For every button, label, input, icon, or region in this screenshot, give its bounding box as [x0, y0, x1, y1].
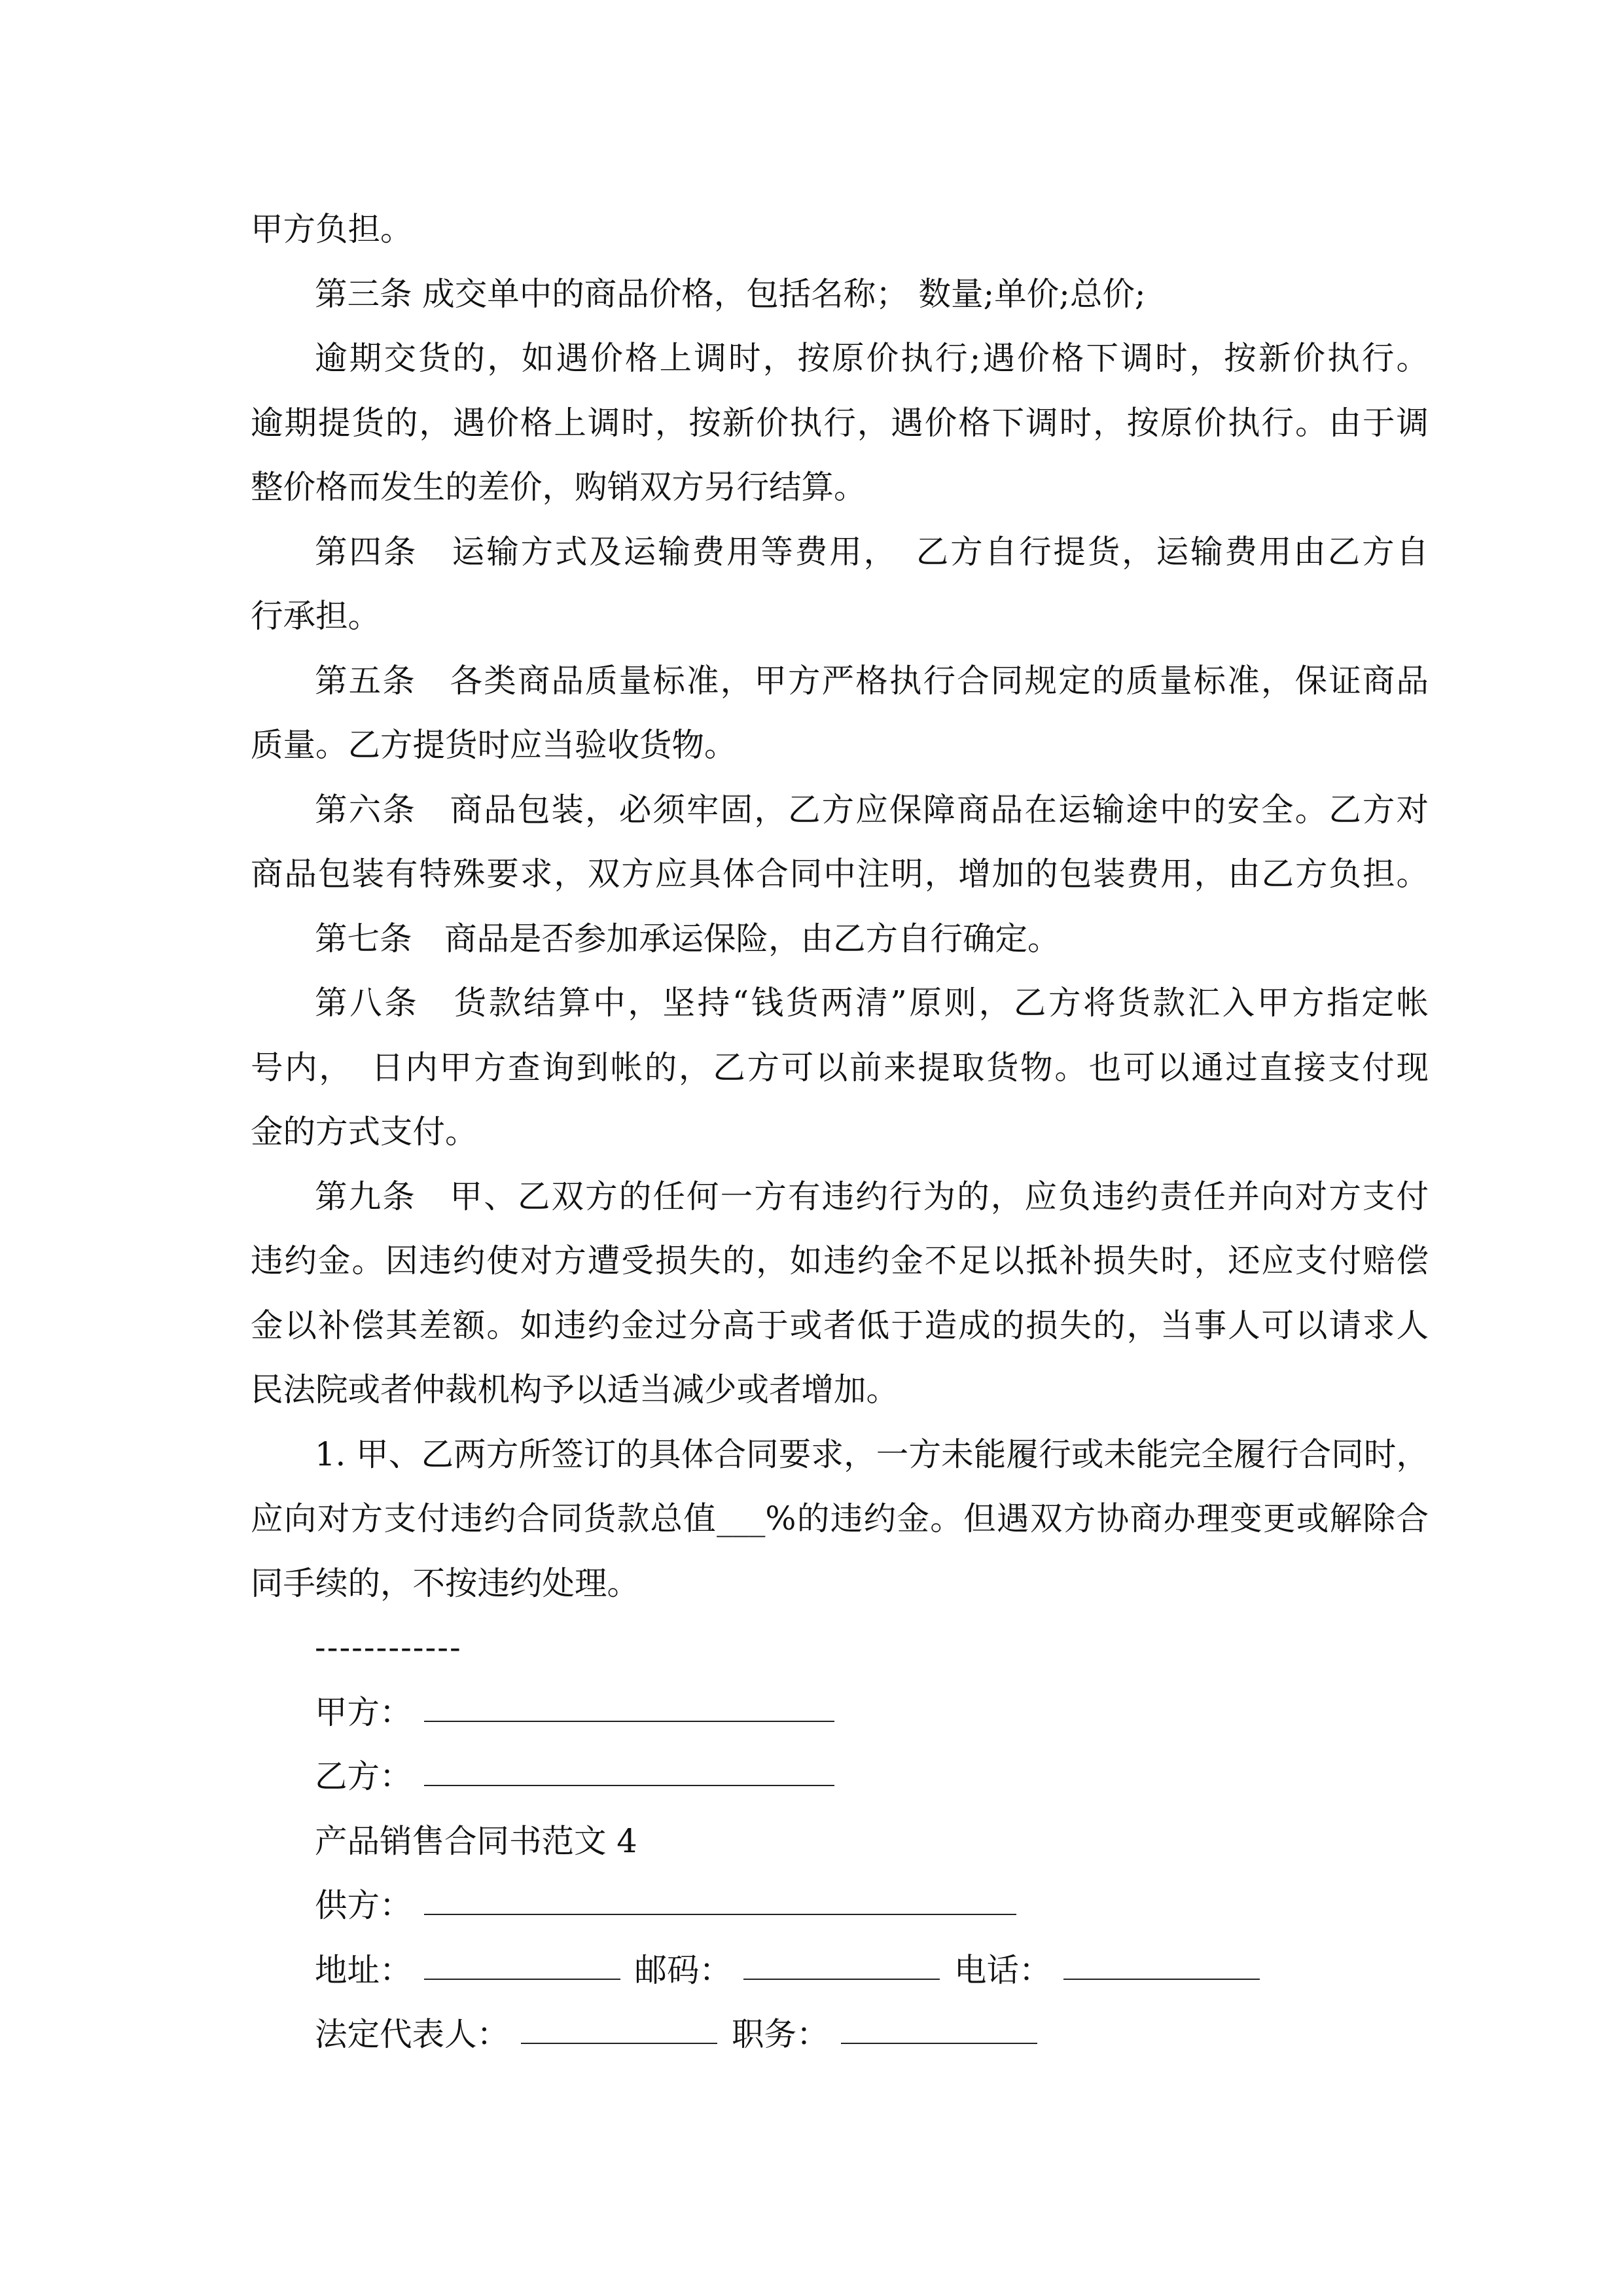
text-line: 整价格而发生的差价，购销双方另行结算。	[251, 468, 866, 506]
text-line: 金以补偿其差额。如违约金过分高于或者低于造成的损失的，当事人可以请求人	[251, 1306, 1429, 1344]
text-line: 质量。乙方提货时应当验收货物。	[251, 726, 737, 764]
text-line: 甲方负担。	[251, 210, 413, 248]
party-b-label: 乙方：	[315, 1757, 412, 1795]
party-a-label: 甲方：	[315, 1693, 412, 1731]
supplier-row	[251, 1873, 1429, 1938]
document-page	[251, 197, 1429, 2067]
position-blank[interactable]	[841, 2002, 1037, 2044]
article-3: 第三条 成交单中的商品价格，包括名称； 数量;单价;总价;	[315, 274, 1146, 313]
article-6: 第六条 商品包装，必须牢固，乙方应保障商品在运输途中的安全。乙方对	[315, 790, 1429, 829]
legal-rep-blank[interactable]	[521, 2002, 717, 2044]
phone-blank[interactable]	[1063, 1938, 1260, 1980]
section-title: 产品销售合同书范文 4	[315, 1821, 637, 1860]
separator-dashes: ------------	[315, 1628, 462, 1666]
text-line: 商品包装有特殊要求，双方应具体合同中注明，增加的包装费用，由乙方负担。	[251, 855, 1429, 893]
text-line: 应向对方支付违约合同货款总值___%的违约金。但遇双方协商办理变更或解除合	[251, 1499, 1429, 1537]
party-b-blank[interactable]	[424, 1744, 834, 1786]
contact-row	[251, 1938, 1429, 2003]
representative-row	[251, 2002, 1429, 2067]
address-label: 地址：	[315, 1950, 412, 1989]
postcode-blank[interactable]	[743, 1938, 940, 1980]
supplier-blank[interactable]	[424, 1873, 1016, 1915]
party-a-signature-row	[251, 1680, 1429, 1745]
text-line: 民法院或者仲裁机构予以适当减少或者增加。	[251, 1371, 899, 1408]
article-5: 第五条 各类商品质量标准，甲方严格执行合同规定的质量标准，保证商品	[315, 661, 1429, 700]
text-line: 违约金。因违约使对方遭受损失的，如违约金不足以抵补损失时，还应支付赔偿	[251, 1242, 1429, 1280]
article-8: 第八条 货款结算中，坚持“钱货两清”原则，乙方将货款汇入甲方指定帐	[315, 984, 1429, 1022]
text-line: 同手续的，不按违约处理。	[251, 1564, 639, 1602]
text-line: 逾期提货的，遇价格上调时，按新价执行，遇价格下调时，按原价执行。由于调	[251, 403, 1429, 442]
postcode-label: 邮码：	[634, 1950, 732, 1989]
clause-1: 1. 甲、乙两方所签订的具体合同要求，一方未能履行或未能完全履行合同时，	[315, 1435, 1429, 1473]
text-line: 号内， 日内甲方查询到帐的，乙方可以前来提取货物。也可以通过直接支付现	[251, 1048, 1429, 1086]
text-line: 行承担。	[251, 597, 380, 635]
phone-label: 电话：	[954, 1950, 1052, 1989]
address-blank[interactable]	[424, 1938, 620, 1980]
article-7: 第七条 商品是否参加承运保险，由乙方自行确定。	[315, 919, 1060, 958]
article-9: 第九条 甲、乙双方的任何一方有违约行为的，应负违约责任并向对方支付	[315, 1177, 1429, 1215]
supplier-label: 供方：	[315, 1886, 412, 1924]
text-line: 逾期交货的，如遇价格上调时，按原价执行;遇价格下调时，按新价执行。	[315, 339, 1429, 377]
legal-rep-label: 法定代表人：	[315, 2015, 509, 2053]
party-b-signature-row	[251, 1744, 1429, 1809]
text-line: 金的方式支付。	[251, 1113, 478, 1151]
article-4: 第四条 运输方式及运输费用等费用， 乙方自行提货，运输费用由乙方自	[315, 532, 1429, 571]
position-label: 职务：	[732, 2015, 829, 2053]
party-a-blank[interactable]	[424, 1680, 834, 1722]
